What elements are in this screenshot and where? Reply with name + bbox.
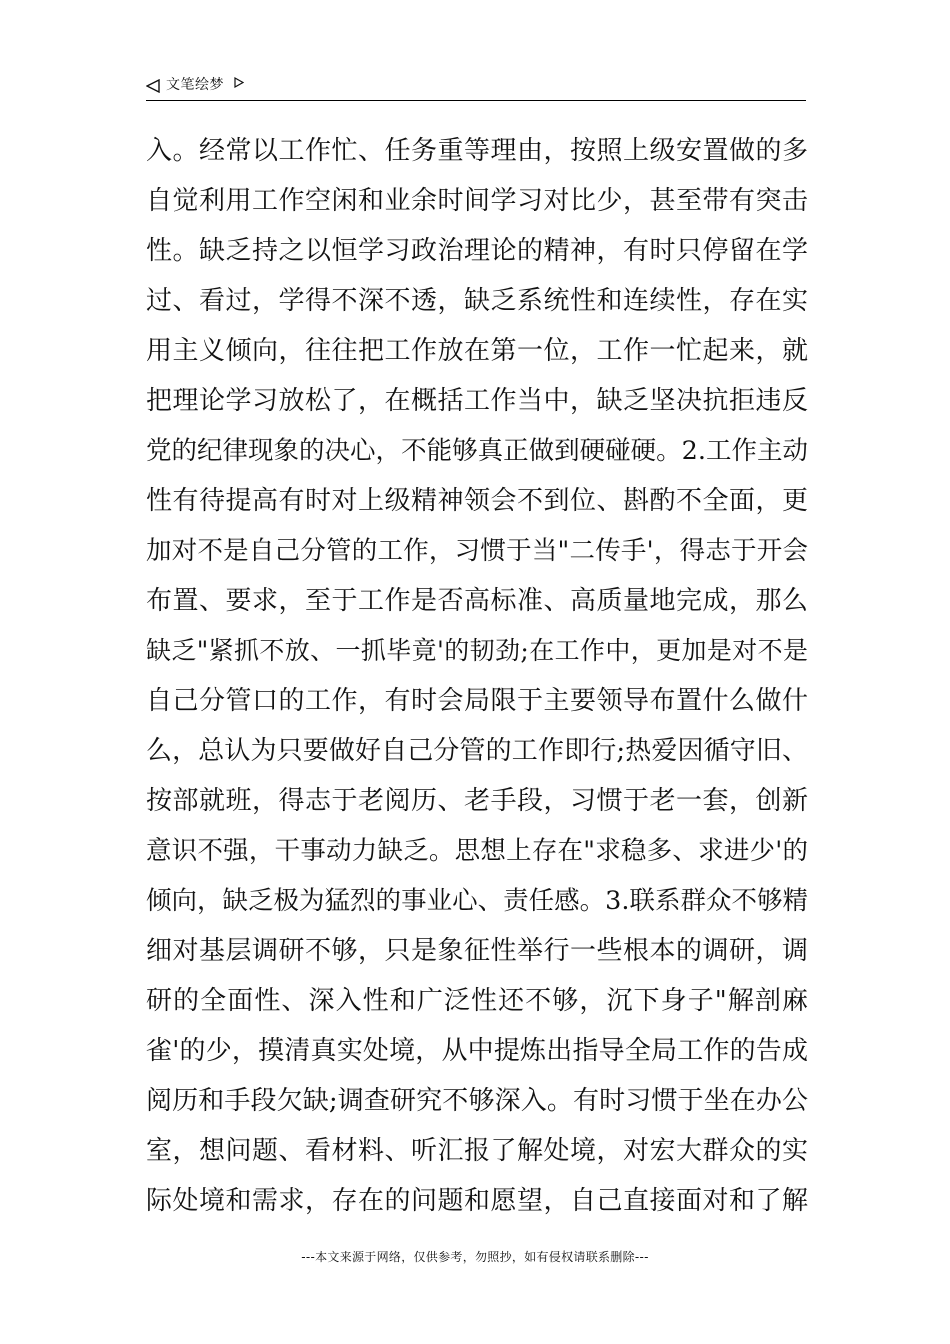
body-line: 意识不强，干事动力缺乏。思想上存在"求稳多、求进少'的 (146, 836, 808, 866)
triangle-right-icon (234, 77, 244, 88)
body-line: 自觉利用工作空闲和业余时间学习对比少，甚至带有突击 (146, 186, 808, 216)
body-line: 过、看过，学得不深不透，缺乏系统性和连续性，存在实 (146, 286, 808, 316)
body-line: 研的全面性、深入性和广泛性还不够，沉下身子"解剖麻 (146, 986, 808, 1016)
body-line: 际处境和需求，存在的问题和愿望，自己直接面对和了解 (146, 1186, 808, 1216)
body-line: 性有待提高有时对上级精神领会不到位、斟酌不全面，更 (146, 486, 808, 516)
body-line: 用主义倾向，往往把工作放在第一位，工作一忙起来，就 (146, 336, 808, 366)
body-line: 阅历和手段欠缺;调查研究不够深入。有时习惯于坐在办公 (146, 1086, 808, 1116)
header-brand: 文笔绘梦 (166, 77, 224, 93)
body-line: 自己分管口的工作，有时会局限于主要领导布置什么做什 (146, 686, 808, 716)
body-line: 布置、要求，至于工作是否高标准、高质量地完成，那么 (146, 586, 808, 616)
body-line: 缺乏"紧抓不放、一抓毕竟'的韧劲;在工作中，更加是对不是 (146, 636, 808, 665)
body-line: 加对不是自己分管的工作，习惯于当"二传手'，得志于开会 (146, 536, 808, 566)
body-line: 性。缺乏持之以恒学习政治理论的精神，有时只停留在学 (146, 236, 808, 266)
body-line: 把理论学习放松了，在概括工作当中，缺乏坚决抗拒违反 (146, 386, 808, 416)
body-line: 党的纪律现象的决心，不能够真正做到硬碰硬。2.工作主动 (146, 436, 808, 466)
body-line: 雀'的少，摸清真实处境，从中提炼出指导全局工作的告成 (146, 1036, 808, 1066)
body-line: 按部就班，得志于老阅历、老手段，习惯于老一套，创新 (146, 786, 808, 816)
body-line: 室，想问题、看材料、听汇报了解处境，对宏大群众的实 (146, 1136, 808, 1166)
body-line: 倾向，缺乏极为猛烈的事业心、责任感。3.联系群众不够精 (146, 886, 808, 916)
document-body (146, 126, 808, 1226)
footer-disclaimer: ---本文来源于网络，仅供参考，勿照抄，如有侵权请联系删除--- (301, 1250, 649, 1264)
page-header (146, 72, 806, 101)
body-line: 细对基层调研不够，只是象征性举行一些根本的调研，调 (146, 936, 808, 966)
body-line: 入。经常以工作忙、任务重等理由，按照上级安置做的多 (146, 136, 808, 166)
triangle-left-icon (146, 79, 160, 93)
body-line: 么，总认为只要做好自己分管的工作即行;热爱因循守旧、 (146, 736, 808, 766)
